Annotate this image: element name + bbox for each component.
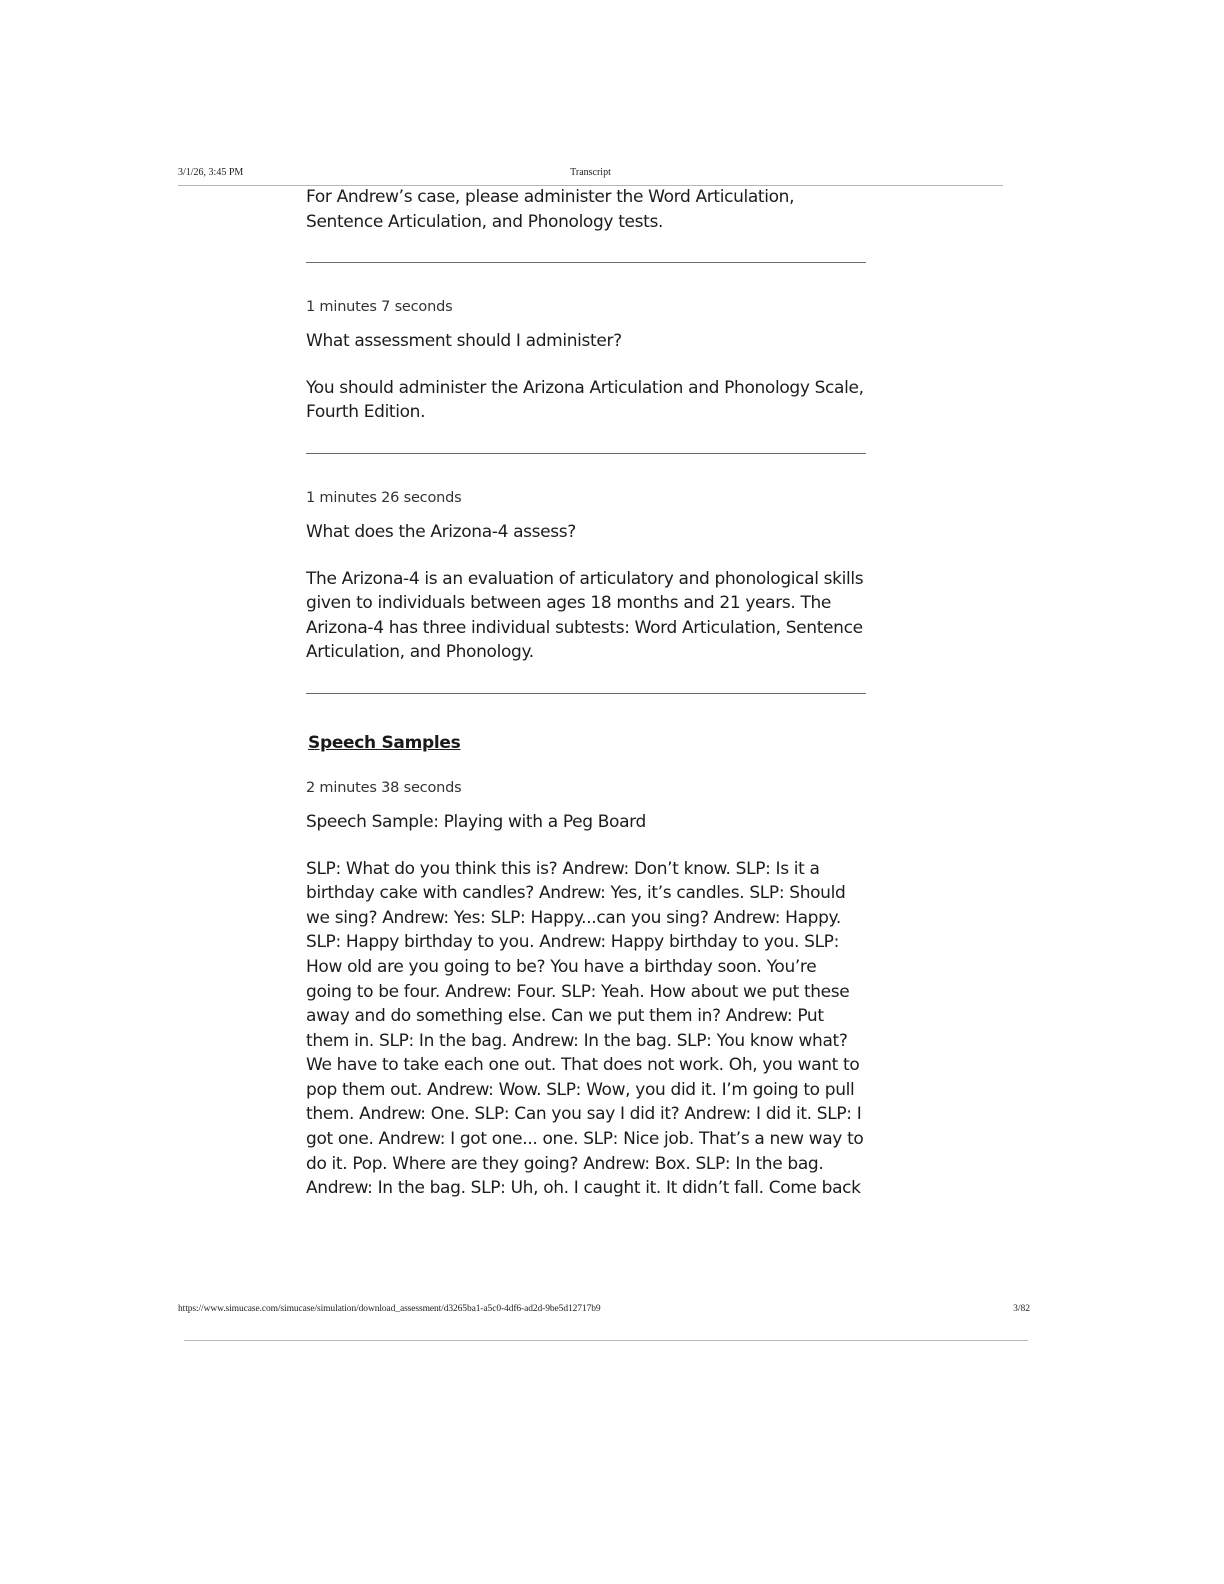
section-heading: Speech Samples [308,732,461,753]
print-datetime: 3/1/26, 3:45 PM [178,167,244,178]
entry-time: 1 minutes 26 seconds [306,489,462,506]
print-url: https://www.simucase.com/simucase/simulation/download_assessment/d3265ba1-a5c0-4df6-ad2d-9be5d12717b9 [178,1304,601,1314]
answer-text: The Arizona-4 is an evaluation of articulatory and phonological skills given to individuals between ages 18 months and 21 years. The Arizona-4 has three individual subtests: Word Articulation, Sentence Articulation, and Phonology. [306,568,864,663]
question-text: What assessment should I administer? [306,331,622,352]
print-title: Transcript [570,167,611,178]
entry-time: 1 minutes 7 seconds [306,299,453,316]
print-header [178,166,1003,186]
answer-text: For Andrew’s case, please administer the Word Articulation, Sentence Articulation, and Phonology tests. [306,187,795,232]
transcript-content [306,185,866,1201]
answer-text: You should administer the Arizona Articulation and Phonology Scale, Fourth Edition. [306,377,864,423]
speech-sample-title: Speech Sample: Playing with a Peg Board [306,811,646,832]
page-number: 3/82 [1013,1304,1030,1314]
speech-sample-text: SLP: What do you think this is? Andrew: Don’t know. SLP: Is it a birthday cake with candles? Andrew: Yes, it’s candles. SLP: Should we sing? Andrew: Yes: SLP: Happy...can you sing? Andrew: Happy. SLP: Happy birthday to you. Andrew: Happy birthday to you. SLP: How old are you going to be? You have a birthday soon. You’re going to be four. Andrew: Four. SLP: Yeah. How about we put these away and do something else. Can we put them in? Andrew: Put them in. SLP: In the bag. Andrew: In the bag. SLP: You know what? We have to take each one out. That does not work. Oh, you want to pop them out. Andrew: Wow. SLP: Wow, you did it. I’m going to pull them. Andrew: One. SLP: Can you say I did it? Andrew: I did it. SLP: I got one. Andrew: I got one... one. SLP: Nice job. That’s a new way to do it. Pop. Where are they going? Andrew: Box. SLP: In the bag. Andrew: In the bag. SLP: Uh, oh. I caught it. It didn’t fall. Come back [306,858,864,1199]
entry-time: 2 minutes 38 seconds [306,779,462,796]
question-text: What does the Arizona-4 assess? [306,521,576,542]
footer-divider [184,1340,1028,1341]
